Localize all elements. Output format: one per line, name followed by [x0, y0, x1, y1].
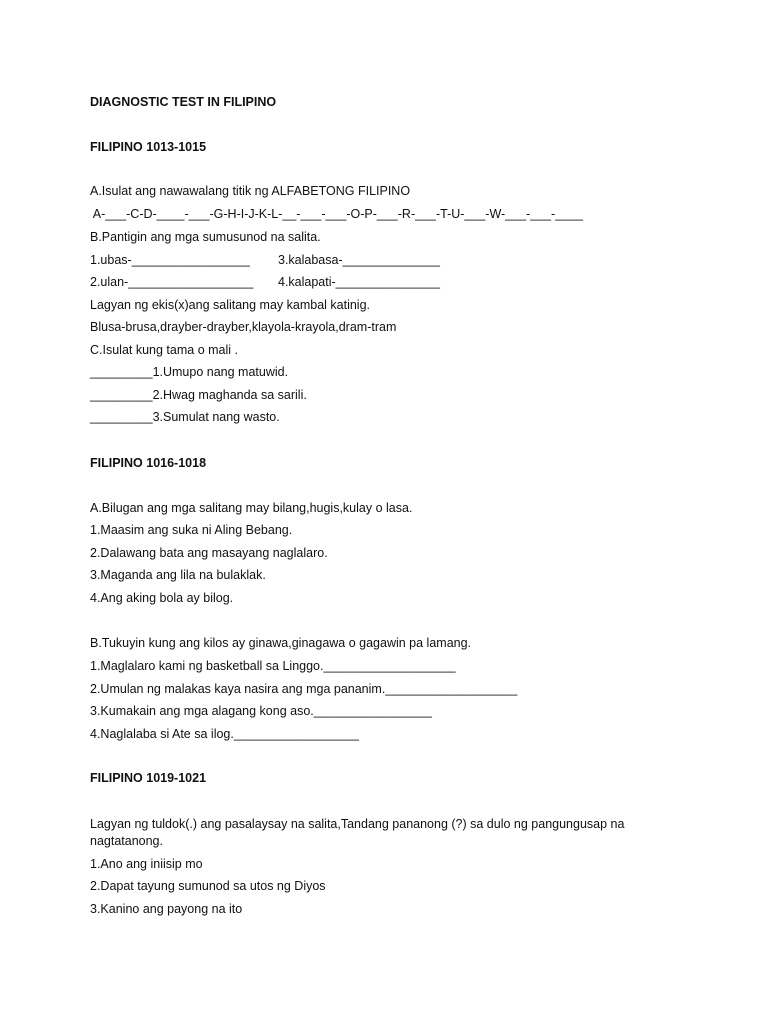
item-bilugan-4: 4.Ang aking bola ay bilog.	[90, 591, 234, 605]
section-heading-1016: FILIPINO 1016-1018	[90, 456, 207, 470]
instruction-pantig: B.Pantigin ang mga sumusunod na salita.	[90, 230, 321, 244]
instruction-bilugan: A.Bilugan ang mga salitang may bilang,hugis,kulay o lasa.	[90, 501, 413, 515]
instruction-tuldok-line2: nagtatanong.	[90, 834, 163, 848]
instruction-alphabet: A.Isulat ang nawawalang titik ng ALFABETONG FILIPINO	[90, 184, 411, 198]
item-bantas-1: 1.Ano ang iniisip mo	[90, 857, 203, 871]
section-heading-1013: FILIPINO 1013-1015	[90, 140, 207, 154]
instruction-kilos: B.Tukuyin kung ang kilos ay ginawa,ginagawa o gagawin pa lamang.	[90, 636, 472, 650]
kambal-katinig-words: Blusa-brusa,drayber-drayber,klayola-krayola,dram-tram	[90, 320, 397, 334]
section-heading-1019: FILIPINO 1019-1021	[90, 771, 207, 785]
item-bilugan-2: 2.Dalawang bata ang masayang naglalaro.	[90, 546, 328, 560]
document-title: DIAGNOSTIC TEST IN FILIPINO	[90, 95, 277, 109]
item-bilugan-1: 1.Maasim ang suka ni Aling Bebang.	[90, 523, 293, 537]
item-kalabasa: 3.kalabasa-______________	[278, 253, 440, 267]
item-bilugan-3: 3.Maganda ang lila na bulaklak.	[90, 568, 266, 582]
instruction-kambal-katinig: Lagyan ng ekis(x)ang salitang may kambal katinig.	[90, 298, 371, 312]
item-ubas: 1.ubas-_________________	[90, 253, 250, 267]
item-kilos-2: 2.Umulan ng malakas kaya nasira ang mga pananim.___________________	[90, 682, 518, 696]
item-tama-mali-3: _________3.Sumulat nang wasto.	[90, 410, 280, 424]
instruction-tuldok-line1: Lagyan ng tuldok(.) ang pasalaysay na salita,Tandang pananong (?) sa dulo ng pangungusap na	[90, 817, 625, 831]
item-bantas-2: 2.Dapat tayung sumunod sa utos ng Diyos	[90, 879, 326, 893]
item-kilos-1: 1.Maglalaro kami ng basketball sa Linggo.___________________	[90, 659, 456, 673]
item-kilos-3: 3.Kumakain ang mga alagang kong aso._________________	[90, 704, 432, 718]
item-bantas-3: 3.Kanino ang payong na ito	[90, 902, 243, 916]
instruction-tama-mali: C.Isulat kung tama o mali .	[90, 343, 238, 357]
alphabet-blanks: A-___-C-D-____-___-G-H-I-J-K-L-__-___-___-O-P-___-R-___-T-U-___-W-___-___-____	[90, 207, 584, 221]
item-kilos-4: 4.Naglalaba si Ate sa ilog.__________________	[90, 727, 359, 741]
item-ulan: 2.ulan-__________________	[90, 275, 254, 289]
item-tama-mali-2: _________2.Hwag maghanda sa sarili.	[90, 388, 307, 402]
item-tama-mali-1: _________1.Umupo nang matuwid.	[90, 365, 289, 379]
item-kalapati: 4.kalapati-_______________	[278, 275, 440, 289]
